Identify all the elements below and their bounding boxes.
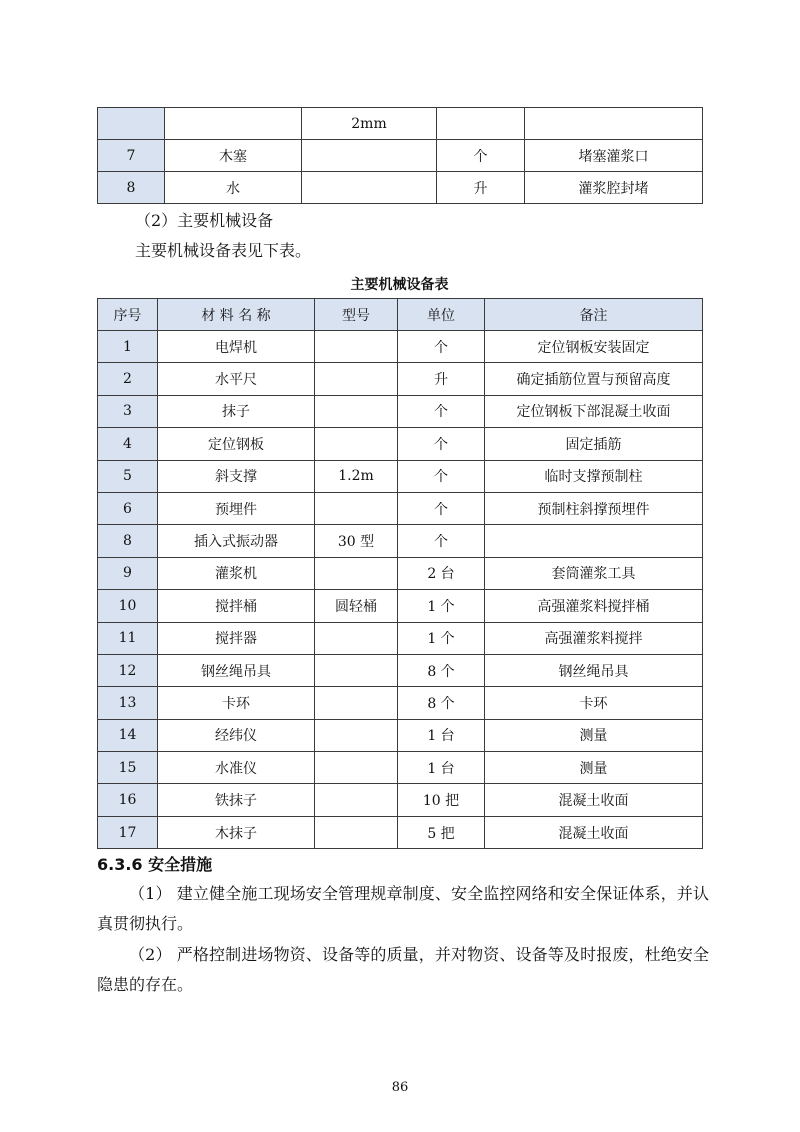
cell-no: 16: [98, 784, 158, 816]
cell-remark: 临时支撑预制柱: [485, 460, 703, 492]
header-remark: 备注: [485, 299, 703, 331]
cell-remark: 灌浆腔封堵: [525, 172, 703, 204]
cell-model: 30 型: [315, 525, 398, 557]
table-row: [98, 140, 703, 172]
cell-unit: 1 个: [398, 622, 485, 654]
equipment-table-body: [98, 331, 703, 849]
cell-model: [315, 492, 398, 524]
table-row: [98, 719, 703, 751]
cell-remark: 预制柱斜撑预埋件: [485, 492, 703, 524]
cell-model: [315, 395, 398, 427]
cell-name: 斜支撑: [158, 460, 315, 492]
cell-remark: 测量: [485, 719, 703, 751]
cell-unit: 8 个: [398, 654, 485, 686]
cell-remark: 固定插筋: [485, 428, 703, 460]
cell-no: 10: [98, 590, 158, 622]
cell-name: 木塞: [165, 140, 302, 172]
cell-name: 电焊机: [158, 331, 315, 363]
cell-model: [315, 428, 398, 460]
header-name: 材 料 名 称: [158, 299, 315, 331]
cell-model: 圆轻桶: [315, 590, 398, 622]
cell-remark: 确定插筋位置与预留高度: [485, 363, 703, 395]
cell-model: [315, 816, 398, 848]
cell-no: 11: [98, 622, 158, 654]
cell-no: 7: [98, 140, 165, 172]
cell-unit: 2 台: [398, 557, 485, 589]
header-no: 序号: [98, 299, 158, 331]
cell-no: 13: [98, 687, 158, 719]
cell-unit: 升: [437, 172, 525, 204]
cell-no: 8: [98, 172, 165, 204]
cell-remark: 混凝土收面: [485, 816, 703, 848]
header-model: 型号: [315, 299, 398, 331]
cell-name: [165, 108, 302, 140]
table-row: [98, 525, 703, 557]
cell-model: [302, 140, 437, 172]
cell-remark: 套筒灌浆工具: [485, 557, 703, 589]
cell-name: 搅拌桶: [158, 590, 315, 622]
table-row: [98, 557, 703, 589]
cell-no: 14: [98, 719, 158, 751]
cell-model: [315, 557, 398, 589]
table-row: [98, 460, 703, 492]
cell-no: 12: [98, 654, 158, 686]
section-2-title: （2）主要机械设备: [135, 211, 274, 230]
cell-name: 灌浆机: [158, 557, 315, 589]
cell-unit: 8 个: [398, 687, 485, 719]
cell-name: 插入式振动器: [158, 525, 315, 557]
cell-unit: 个: [398, 395, 485, 427]
table-row: [98, 654, 703, 686]
cell-unit: 5 把: [398, 816, 485, 848]
cell-no: 17: [98, 816, 158, 848]
cell-model: [315, 622, 398, 654]
table-row: [98, 622, 703, 654]
table-row: [98, 172, 703, 204]
cell-name: 定位钢板: [158, 428, 315, 460]
cell-name: 水: [165, 172, 302, 204]
cell-name: 木抹子: [158, 816, 315, 848]
materials-table-continued: [97, 107, 703, 204]
cell-remark: 定位钢板下部混凝土收面: [485, 395, 703, 427]
cell-no: 2: [98, 363, 158, 395]
cell-name: 卡环: [158, 687, 315, 719]
cell-unit: 个: [398, 428, 485, 460]
cell-unit: 个: [398, 492, 485, 524]
section-636-heading: 6.3.6 安全措施: [97, 855, 213, 874]
cell-unit: 个: [398, 460, 485, 492]
cell-name: 预埋件: [158, 492, 315, 524]
table-row: [98, 395, 703, 427]
table-row: [98, 363, 703, 395]
safety-paragraph-1: （1） 建立健全施工现场安全管理规章制度、安全监控网络和安全保证体系，并认真贯彻执行。: [97, 884, 709, 933]
table-row: [98, 428, 703, 460]
cell-name: 钢丝绳吊具: [158, 654, 315, 686]
cell-unit: 1 个: [398, 590, 485, 622]
table-row: [98, 687, 703, 719]
cell-remark: 测量: [485, 752, 703, 784]
cell-unit: 1 台: [398, 719, 485, 751]
cell-remark: 高强灌浆料搅拌: [485, 622, 703, 654]
cell-name: 抹子: [158, 395, 315, 427]
cell-model: 2mm: [302, 108, 437, 140]
cell-name: 经纬仪: [158, 719, 315, 751]
cell-remark: 卡环: [485, 687, 703, 719]
header-unit: 单位: [398, 299, 485, 331]
cell-model: [315, 719, 398, 751]
cell-model: [315, 654, 398, 686]
cell-remark: 定位钢板安装固定: [485, 331, 703, 363]
cell-model: [315, 784, 398, 816]
page-number: 86: [391, 1080, 409, 1095]
table-row: [98, 331, 703, 363]
cell-model: 1.2m: [315, 460, 398, 492]
cell-unit: 升: [398, 363, 485, 395]
cell-no: 3: [98, 395, 158, 427]
cell-remark: [525, 108, 703, 140]
cell-no: 15: [98, 752, 158, 784]
cell-unit: 个: [398, 525, 485, 557]
table-row: [98, 590, 703, 622]
cell-name: 搅拌器: [158, 622, 315, 654]
equipment-table-header-row: [98, 299, 703, 331]
cell-no: 6: [98, 492, 158, 524]
cell-remark: 钢丝绳吊具: [485, 654, 703, 686]
cell-unit: 个: [437, 140, 525, 172]
cell-remark: 混凝土收面: [485, 784, 703, 816]
cell-model: [315, 363, 398, 395]
section-2-intro: 主要机械设备表见下表。: [135, 241, 312, 260]
cell-model: [302, 172, 437, 204]
table-row: [98, 752, 703, 784]
cell-no: 5: [98, 460, 158, 492]
cell-model: [315, 752, 398, 784]
cell-remark: 高强灌浆料搅拌桶: [485, 590, 703, 622]
cell-remark: [485, 525, 703, 557]
cell-unit: 个: [398, 331, 485, 363]
equipment-table-title: 主要机械设备表: [350, 277, 449, 293]
safety-paragraph-2: （2） 严格控制进场物资、设备等的质量，并对物资、设备等及时报废，杜绝安全隐患的存在。: [97, 945, 709, 994]
table-row: [98, 108, 703, 140]
cell-name: 水平尺: [158, 363, 315, 395]
cell-unit: 1 台: [398, 752, 485, 784]
cell-unit: [437, 108, 525, 140]
cell-no: 9: [98, 557, 158, 589]
cell-remark: 堵塞灌浆口: [525, 140, 703, 172]
cell-model: [315, 687, 398, 719]
equipment-table: [97, 298, 703, 849]
cell-no: 1: [98, 331, 158, 363]
cell-name: 水准仪: [158, 752, 315, 784]
cell-unit: 10 把: [398, 784, 485, 816]
cell-no: 8: [98, 525, 158, 557]
cell-no: 4: [98, 428, 158, 460]
materials-table-body: [98, 108, 703, 204]
cell-model: [315, 331, 398, 363]
table-row: [98, 816, 703, 848]
table-row: [98, 784, 703, 816]
cell-name: 铁抹子: [158, 784, 315, 816]
cell-no: [98, 108, 165, 140]
table-row: [98, 492, 703, 524]
